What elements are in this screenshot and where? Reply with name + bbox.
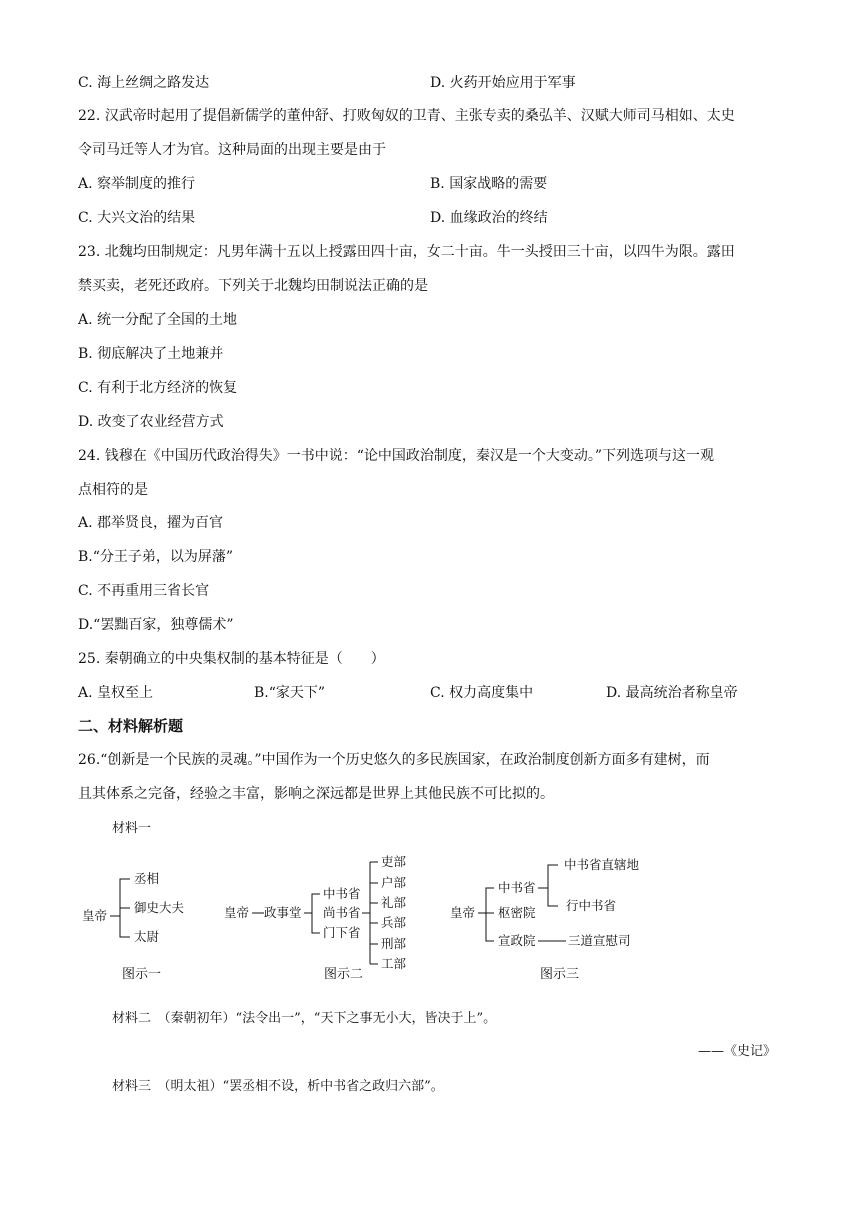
q26-stem-line2: 且其体系之完备，经验之丰富，影响之深远都是世界上其他民族不可比拟的。 (78, 786, 554, 802)
q22-stem-line1: 22. 汉武帝时起用了提倡新儒学的董仲舒、打败匈奴的卫青、主张专卖的桑弘羊、汉赋大师司马相如、太史 (78, 108, 735, 124)
q25-stem: 25. 秦朝确立的中央集权制的基本特征是（ ） (78, 651, 385, 667)
q24-stem-line2: 点相符的是 (78, 482, 148, 498)
d2-bu-4: 兵部 (381, 915, 407, 930)
d2-bu-3: 礼部 (381, 895, 407, 910)
q25-option-d: D. 最高统治者称皇帝 (606, 685, 738, 701)
d1-root: 皇帝 (82, 908, 108, 923)
material1-label: 材料一 (112, 821, 152, 836)
q22-stem-line2: 令司马迁等人才为官。这种局面的出现主要是由于 (78, 142, 386, 158)
d2-bu-1: 吏部 (381, 854, 407, 869)
d2-root: 皇帝 (224, 905, 250, 920)
q22-option-d: D. 血缘政治的终结 (430, 210, 548, 226)
d1-item-3: 太尉 (134, 929, 160, 944)
material2-source: ——《史记》 (697, 1044, 776, 1059)
q21-option-d: D. 火药开始应用于军事 (430, 75, 576, 91)
d3-branch-2: 枢密院 (498, 905, 536, 920)
q22-option-c: C. 大兴文治的结果 (78, 210, 196, 226)
diagram-three (450, 857, 640, 982)
material2-text: 材料二 （秦朝初年）“法令出一”，“天下之事无小大，皆决于上”。 (112, 1011, 497, 1026)
q25-option-c: C. 权力高度集中 (430, 685, 534, 701)
q24-option-d: D.“罢黜百家，独尊儒术” (78, 617, 234, 633)
d3-caption: 图示三 (540, 967, 580, 982)
q23-option-a: A. 统一分配了全国的土地 (78, 312, 238, 328)
q21-option-c: C. 海上丝绸之路发达 (78, 75, 210, 91)
q24-option-b: B.“分王子弟，以为屏藩” (78, 549, 234, 565)
d1-item-1: 丞相 (134, 871, 160, 886)
q23-option-d: D. 改变了农业经营方式 (78, 414, 224, 430)
political-structure-diagrams (80, 846, 680, 986)
d2-sheng-1: 中书省 (323, 886, 361, 901)
d2-bu-6: 工部 (381, 956, 407, 971)
d2-bu-2: 户部 (381, 875, 407, 890)
d3-root: 皇帝 (450, 905, 476, 920)
section-heading: 二、材料解析题 (78, 717, 184, 735)
d2-middle: 政事堂 (264, 905, 302, 920)
q23-stem-line2: 禁买卖，老死还政府。下列关于北魏均田制说法正确的是 (78, 278, 428, 294)
d2-caption: 图示二 (324, 967, 364, 982)
q24-option-a: A. 郡举贤良，擢为百官 (78, 515, 224, 531)
q26-stem-line1: 26.“创新是一个民族的灵魂。”中国作为一个历史悠久的多民族国家，在政治制度创新方面多有建树，而 (78, 752, 710, 768)
q22-option-a: A. 察举制度的推行 (78, 176, 196, 192)
q24-stem-line1: 24. 钱穆在《中国历代政治得失》一书中说：“论中国政治制度，秦汉是一个大变动。”下列选项与这一观 (78, 448, 715, 464)
diagram-one (82, 871, 185, 982)
d2-bu-5: 刑部 (381, 936, 407, 951)
d2-sheng-3: 门下省 (323, 925, 361, 940)
q23-option-c: C. 有利于北方经济的恢复 (78, 380, 238, 396)
d3-branch-3: 宣政院 (498, 933, 536, 948)
d3-sub1-2: 行中书省 (566, 898, 617, 913)
q23-option-b: B. 彻底解决了土地兼并 (78, 346, 224, 362)
q25-option-a: A. 皇权至上 (78, 685, 154, 701)
d1-caption: 图示一 (122, 967, 162, 982)
d2-sheng-2: 尚书省 (323, 905, 361, 920)
q22-option-b: B. 国家战略的需要 (430, 176, 548, 192)
d1-item-2: 御史大夫 (134, 900, 185, 915)
d3-sub1-1: 中书省直辖地 (564, 857, 640, 872)
d3-branch-1: 中书省 (498, 880, 536, 895)
d3-sub3: 三道宣慰司 (568, 933, 631, 948)
diagram-two (224, 854, 407, 982)
material3-text: 材料三 （明太祖）“罢丞相不设，析中书省之政归六部”。 (112, 1079, 444, 1094)
q23-stem-line1: 23. 北魏均田制规定：凡男年满十五以上授露田四十亩，女二十亩。牛一头授田三十亩，以四牛为限。露田 (78, 244, 735, 260)
q24-option-c: C. 不再重用三省长官 (78, 583, 210, 599)
q25-option-b: B.“家天下” (254, 685, 326, 701)
